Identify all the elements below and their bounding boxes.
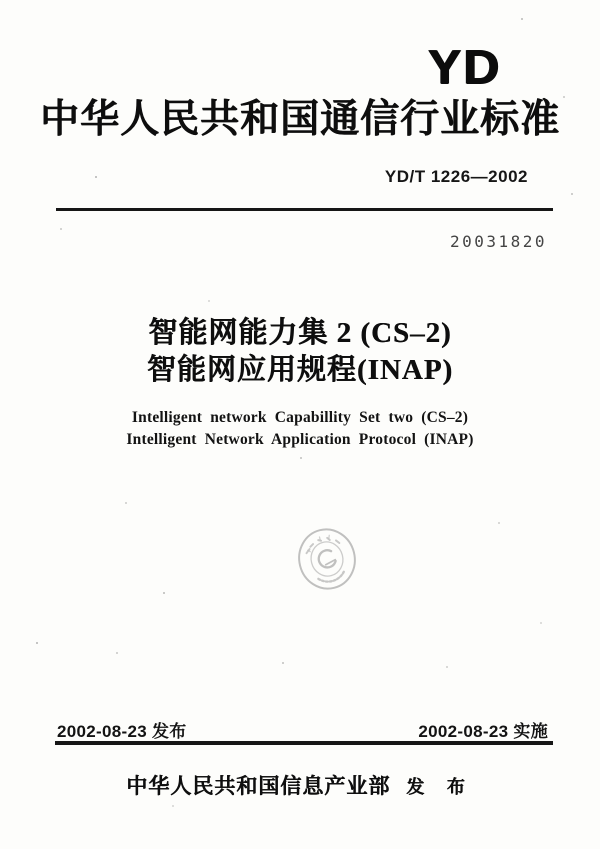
- publisher-line: [0, 770, 600, 800]
- effective-date-label: 2002-08-23 实施: [418, 722, 548, 741]
- header-rule: [56, 208, 553, 211]
- title-en-line1: Intelligent network Capabillity Set two (CS–2): [131, 409, 469, 426]
- title-cn-line2: 智能网应用规程(INAP): [146, 354, 454, 386]
- title-cn-line1: 智能网能力集 2 (CS–2): [148, 317, 452, 349]
- standard-number: YD/T 1226—2002: [384, 167, 528, 186]
- document-title-chinese: [0, 315, 600, 389]
- publish-action-label: 发 布: [406, 777, 474, 797]
- approval-seal-icon: [287, 519, 367, 599]
- yd-logo: YD: [428, 40, 502, 94]
- publisher-name: 中华人民共和国信息产业部: [126, 774, 391, 798]
- registration-stamp-number: 20031820: [450, 232, 548, 251]
- title-en-line2: Intelligent Network Application Protocol (INAP): [126, 431, 474, 448]
- header-title: 中华人民共和国通信行业标准: [39, 98, 560, 141]
- document-title-english: [0, 407, 600, 451]
- issue-date-label: 2002-08-23 发布: [57, 722, 187, 741]
- scan-noise-specks: [0, 0, 2, 2]
- footer-rule: [55, 741, 553, 745]
